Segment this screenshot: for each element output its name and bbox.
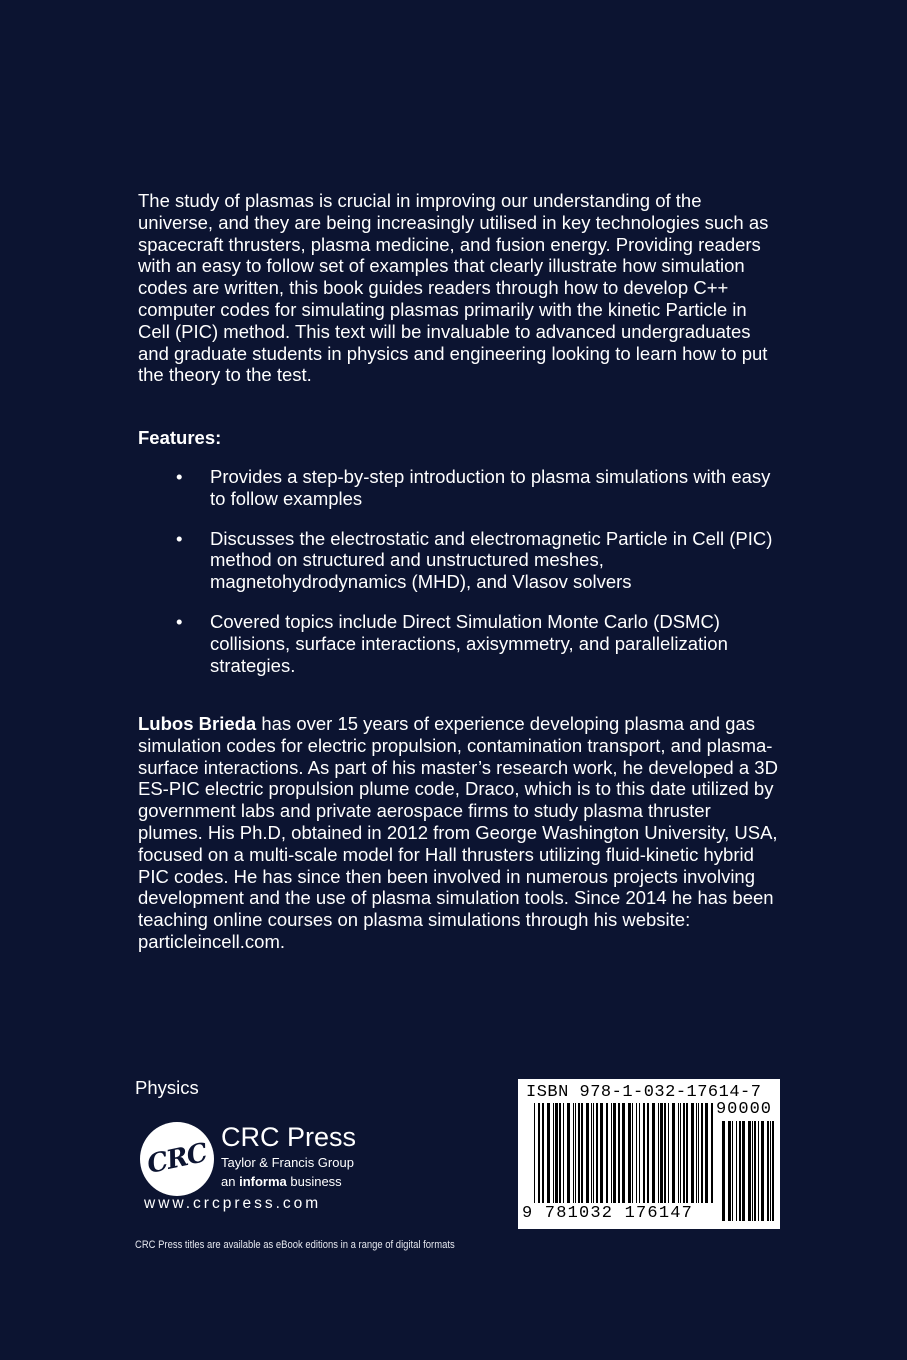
addon-bar	[752, 1121, 753, 1221]
barcode-bar	[639, 1103, 640, 1203]
barcode-bar	[593, 1103, 594, 1203]
barcode-bar	[664, 1103, 666, 1203]
author-bio	[138, 713, 778, 953]
addon-bar	[772, 1121, 774, 1221]
barcode-bar	[600, 1103, 603, 1203]
bullet-icon: •	[176, 527, 183, 549]
addon-bar	[739, 1121, 741, 1221]
barcode-bar	[573, 1103, 574, 1203]
addon-bar	[736, 1121, 737, 1221]
barcode-bar	[538, 1103, 540, 1203]
feature-item	[176, 528, 776, 593]
barcode-bar	[686, 1103, 688, 1203]
barcode-bar	[643, 1103, 645, 1203]
barcode-bar	[534, 1103, 535, 1203]
barcode-bar	[611, 1103, 612, 1203]
barcode-bar	[632, 1103, 633, 1203]
barcode-bar	[547, 1103, 550, 1203]
addon-bar	[748, 1121, 751, 1221]
barcode-bar	[563, 1103, 564, 1203]
barcode-bar	[628, 1103, 631, 1203]
author-name: Lubos Brieda	[138, 713, 257, 734]
barcode-bar	[575, 1103, 576, 1203]
barcode-bar	[596, 1103, 598, 1203]
feature-text: Discusses the electrostatic and electromagnetic Particle in Cell (PIC) method on structured and unstructured meshes, magnetohydrodynamics (MHD), and Vlasov solvers	[210, 527, 773, 593]
barcode-bar	[658, 1103, 659, 1203]
barcode-bar	[678, 1103, 679, 1203]
addon-bar	[742, 1121, 745, 1221]
barcode-bar	[553, 1103, 554, 1203]
subject-category: Physics	[135, 1077, 199, 1098]
isbn-text: ISBN 978-1-032-17614-7	[526, 1083, 762, 1102]
feature-text: Provides a step-by-step introduction to plasma simulations with easy to follow examples	[210, 466, 771, 509]
barcode-bar	[578, 1103, 580, 1203]
barcode-bar	[683, 1103, 685, 1203]
addon-bar	[754, 1121, 756, 1221]
barcode-bar	[555, 1103, 558, 1203]
addon-bar	[722, 1121, 725, 1221]
barcode-bar	[606, 1103, 608, 1203]
barcode-bar	[705, 1103, 708, 1203]
addon-bar	[732, 1121, 733, 1221]
barcode-bar	[591, 1103, 592, 1203]
barcode-bar	[691, 1103, 694, 1203]
features-heading: Features:	[138, 427, 222, 448]
barcode-bar	[672, 1103, 675, 1203]
barcode-bar	[668, 1103, 669, 1203]
barcode-bar	[647, 1103, 649, 1203]
publisher-group: Taylor & Francis Group	[221, 1155, 354, 1170]
addon-bar	[761, 1121, 764, 1221]
barcode-bar	[701, 1103, 703, 1203]
ebook-note: CRC Press titles are available as eBook editions in a range of digital formats	[135, 1239, 455, 1251]
feature-text: Covered topics include Direct Simulation Monte Carlo (DSMC) collisions, surface interactions, axisymmetry, and parallelization strategies.	[210, 610, 728, 676]
barcode-bar	[622, 1103, 625, 1203]
barcode-bar	[618, 1103, 620, 1203]
barcode-bar	[581, 1103, 583, 1203]
feature-item	[176, 466, 776, 510]
ean-digits: 9 781032 176147	[522, 1204, 694, 1223]
description-paragraph: The study of plasmas is crucial in improving our understanding of the universe, and they are being increasingly utilised in key technologies such as spacecraft thrusters, plasma medicine, and fusion energy. Providing readers with an easy to follow set of examples that clearly illustrate how simulation codes are written, this book guides readers through how to develop C++ computer codes for simulating plasmas primarily with the kinetic Particle in Cell (PIC) method. This text will be invaluable to advanced undergraduates and graduate students in physics and engineering looking to learn how to put the theory to the test.	[138, 190, 769, 386]
barcode-bar	[636, 1103, 637, 1203]
publisher-informa: an informa business	[221, 1174, 342, 1189]
barcode-bar	[711, 1103, 713, 1203]
crc-logo-text: CRC	[144, 1138, 210, 1180]
publisher-name: CRC Press	[221, 1122, 357, 1152]
addon-bar	[770, 1121, 771, 1221]
feature-item	[176, 611, 776, 676]
barcode-bar	[696, 1103, 697, 1203]
addon-bar	[728, 1121, 731, 1221]
crc-logo	[140, 1122, 214, 1196]
barcode-bar	[652, 1103, 655, 1203]
barcode-bar	[660, 1103, 663, 1203]
barcode-bar	[613, 1103, 616, 1203]
features-list	[176, 466, 776, 694]
isbn-barcode	[518, 1079, 780, 1229]
barcode-bar	[698, 1103, 699, 1203]
addon-bar	[758, 1121, 759, 1221]
barcode-bar	[586, 1103, 589, 1203]
author-bio-text: has over 15 years of experience developing plasma and gas simulation codes for electric propulsion, contamination transport, and plasma-surface interactions. As part of his master’s research work, he developed a 3D ES-PIC electric propulsion plume code, Draco, which is to this date utilized by government labs and private aerospace firms to study plasma thruster plumes. His Ph.D, obtained in 2012 from George Washington University, USA, focused on a multi-scale model for Hall thrusters utilizing fluid-kinetic hybrid PIC codes. He has since then been involved in numerous projects involving development and the use of plasma simulation tools. Since 2014 he has been teaching online courses on plasma simulations through his website: particleincell.com.	[138, 713, 778, 952]
addon-code: 90000	[715, 1100, 772, 1119]
publisher-url: www.crcpress.com	[144, 1195, 322, 1212]
barcode-bar	[680, 1103, 681, 1203]
barcode-bar	[542, 1103, 544, 1203]
bullet-icon: •	[176, 610, 183, 632]
addon-bar	[767, 1121, 769, 1221]
barcode-bar	[567, 1103, 570, 1203]
barcode-bar	[559, 1103, 561, 1203]
bullet-icon: •	[176, 466, 183, 487]
